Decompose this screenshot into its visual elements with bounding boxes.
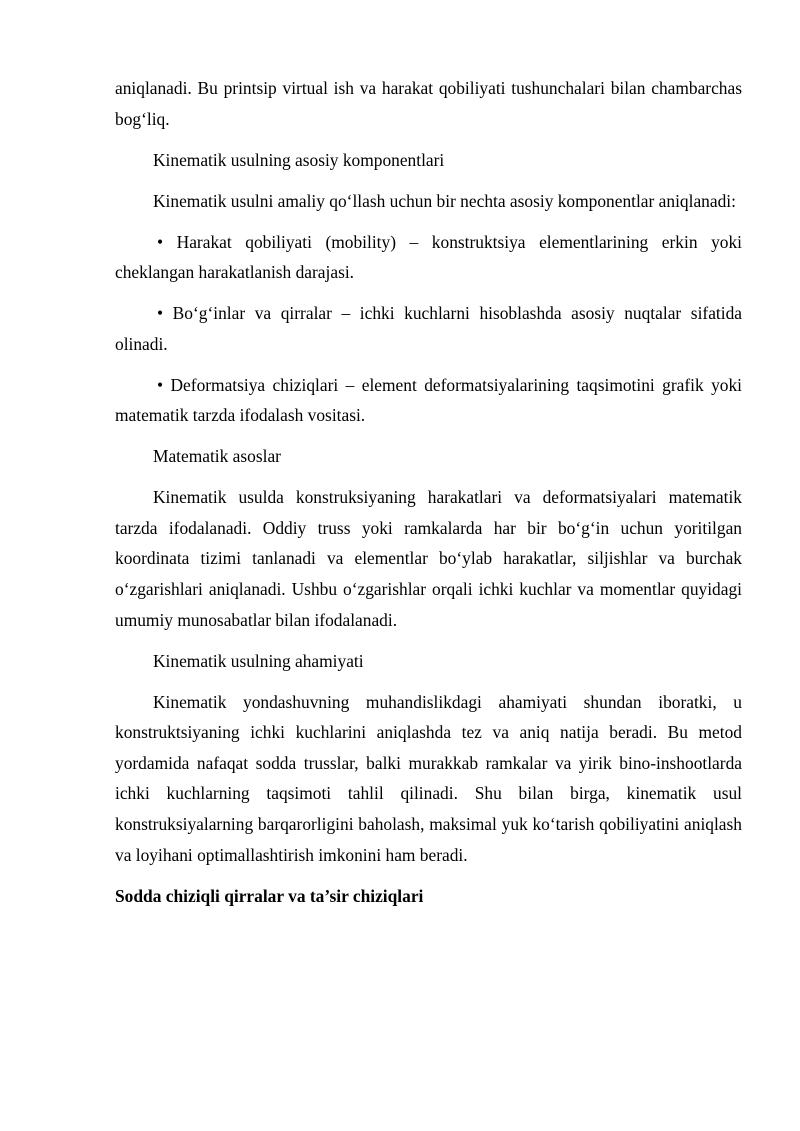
section-heading: Sodda chiziqli qirralar va ta’sir chiziqlari <box>115 885 424 906</box>
paragraph-importance: Kinematik yondashuvning muhandislikdagi ahamiyati shundan iboratki, u konstruktsiyaning ichki kuchlarini aniqlashda tez va aniq natija beradi. Bu metod yordamida nafaqat sodda trusslar, balki murakkab ramkalar va yirik bino-inshootlarda ichki kuchlarning taqsimoti tahlil qilinadi. Shu bilan birga, kinematik usul konstruksiyalarning barqarorligini baholash, maksimal yuk ko‘tarish qobiliyatini aniqlash va loyihani optimallashtirish imkonini ham beradi. <box>115 691 742 865</box>
paragraph-components-intro: Kinematik usulni amaliy qo‘llash uchun bir nechta asosiy komponentlar aniqlanadi: <box>153 190 736 211</box>
paragraph-math: Kinematik usulda konstruksiyaning harakatlari va deformatsiyalari matematik tarzda ifodalanadi. Oddiy truss yoki ramkalarda har bir bo‘g‘in uchun yoritilgan koordinata tizimi tanlanadi va elementlar bo‘ylab harakatlar, siljishlar va burchak o‘zgarishlari aniqlanadi. Ushbu o‘zgarishlar orqali ichki kuchlar va momentlar quyidagi umumiy munosabatlar bilan ifodalanadi. <box>115 487 742 630</box>
subheading-components: Kinematik usulning asosiy komponentlari <box>153 149 445 170</box>
bullet-item-joints: • Bo‘g‘inlar va qirralar – ichki kuchlarni hisoblashda asosiy nuqtalar sifatida olinadi. <box>115 303 742 354</box>
bullet-item-mobility: • Harakat qobiliyati (mobility) – konstruktsiya elementlarining erkin yoki cheklangan harakatlanish darajasi. <box>115 231 742 283</box>
paragraph-continuation: aniqlanadi. Bu printsip virtual ish va harakat qobiliyati tushunchalari bilan chambarchas bog‘liq. <box>115 78 742 129</box>
subheading-importance: Kinematik usulning ahamiyati <box>153 650 364 671</box>
document-body <box>115 73 742 922</box>
bullet-item-deformation-lines: • Deformatsiya chiziqlari – element deformatsiyalarining taqsimotini grafik yoki matematik tarzda ifodalash vositasi. <box>115 374 742 426</box>
subheading-math: Matematik asoslar <box>153 446 281 467</box>
